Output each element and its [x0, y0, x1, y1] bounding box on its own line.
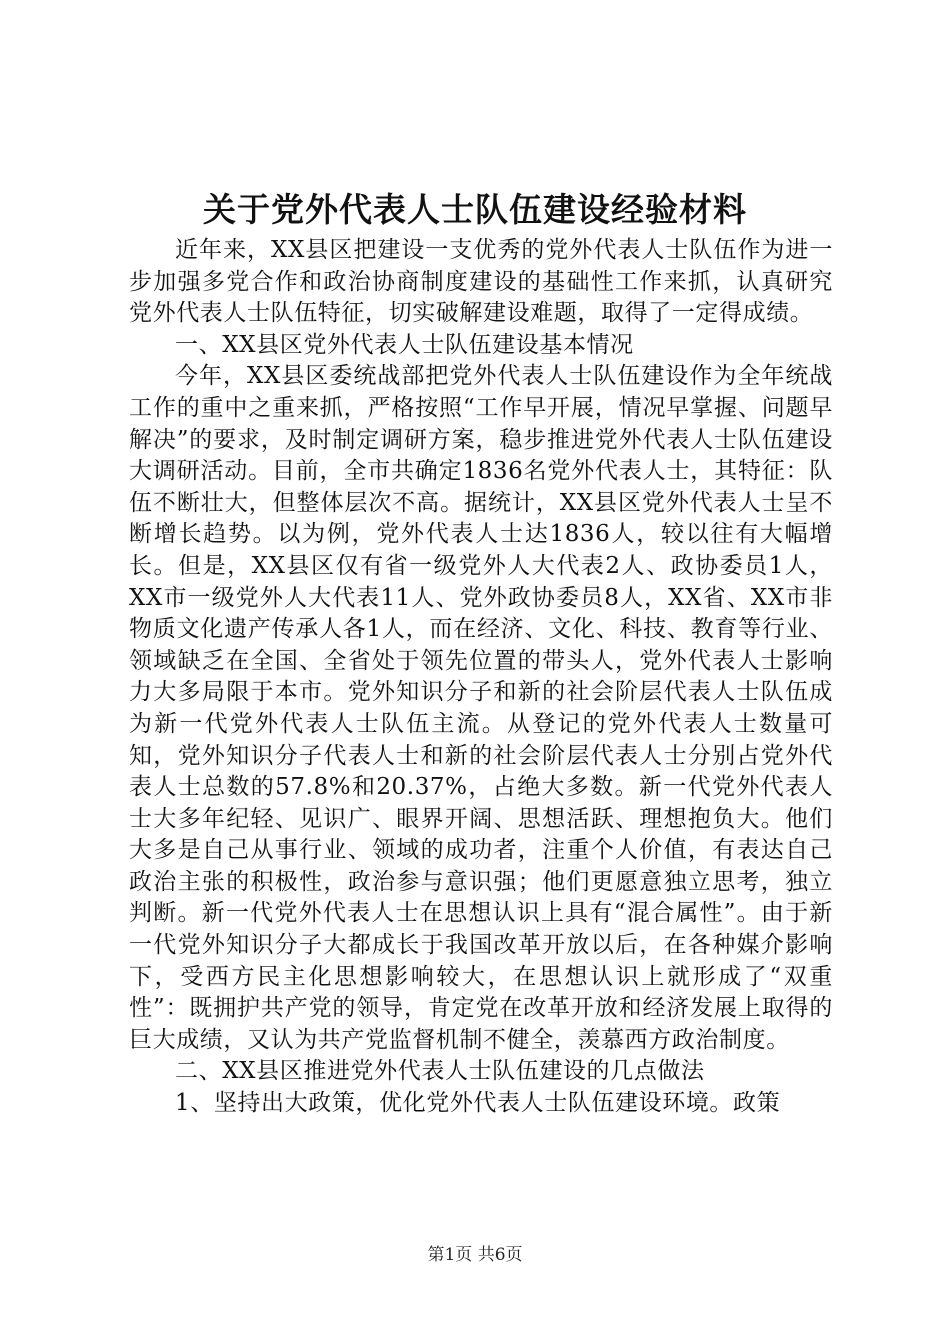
section-heading-2: 二、XX县区推进党外代表人士队伍建设的几点做法: [175, 1058, 705, 1085]
section-1-paragraph: 今年，XX县区委统战部把党外代表人士队伍建设作为全年统战工作的重中之重来抓，严格按照“工作早开展，情况早掌握、问题早解决”的要求，及时制定调研方案，稳步推进党外代表人士队伍建设大调研活动。目前，全市共确定1836名党外代表人士，其特征：队伍不断壮大，但整体层次不高。据统计，XX县区党外代表人士呈不断增长趋势。以为例，党外代表人士达1836人，较以往有大幅增长。但是，XX县区仅有省一级党外人大代表2人、政协委员1人，XX市一级党外人大代表11人、党外政协委员8人，XX省、XX市非物质文化遗产传承人各1人，而在经济、文化、科技、教育等行业、领域缺乏在全国、全省处于领先位置的带头人，党外代表人士影响力大多局限于本市。党外知识分子和新的社会阶层代表人士队伍成为新一代党外代表人士队伍主流。从登记的党外代表人士数量可知，党外知识分子代表人士和新的社会阶层代表人士分别占党外代表人士总数的57.8%和20.37%，占绝大多数。新一代党外代表人士大多年纪轻、见识广、眼界开阔、思想活跃、理想抱负大。他们大多是自己从事行业、领域的成功者，注重个人价值，有表达自己政治主张的积极性，政治参与意识强；他们更愿意独立思考，独立判断。新一代党外代表人士在思想认识上具有“混合属性”。由于新一代党外知识分子大都成长于我国改革开放以后，在各种媒介影响下，受西方民主化思想影响较大，在思想认识上就形成了“双重性”：既拥护共产党的领导，肯定党在改革开放和经济发展上取得的巨大成绩，又认为共产党监督机制不健全，羡慕西方政治制度。: [129, 363, 834, 1053]
intro-paragraph: 近年来，XX县区把建设一支优秀的党外代表人士队伍作为进一步加强多党合作和政治协商制度建设的基础性工作来抓，认真研究党外代表人士队伍特征，切实破解建设难题，取得了一定得成绩。: [129, 237, 833, 327]
section-2-paragraph: 1、坚持出大政策，优化党外代表人士队伍建设环境。政策: [175, 1090, 781, 1117]
document-body: [129, 235, 833, 1120]
page-number-footer: 第1页 共6页: [427, 1245, 523, 1265]
document-title: 关于党外代表人士队伍建设经验材料: [203, 190, 747, 229]
section-heading-1: 一、XX县区党外代表人士队伍建设基本情况: [175, 331, 634, 358]
